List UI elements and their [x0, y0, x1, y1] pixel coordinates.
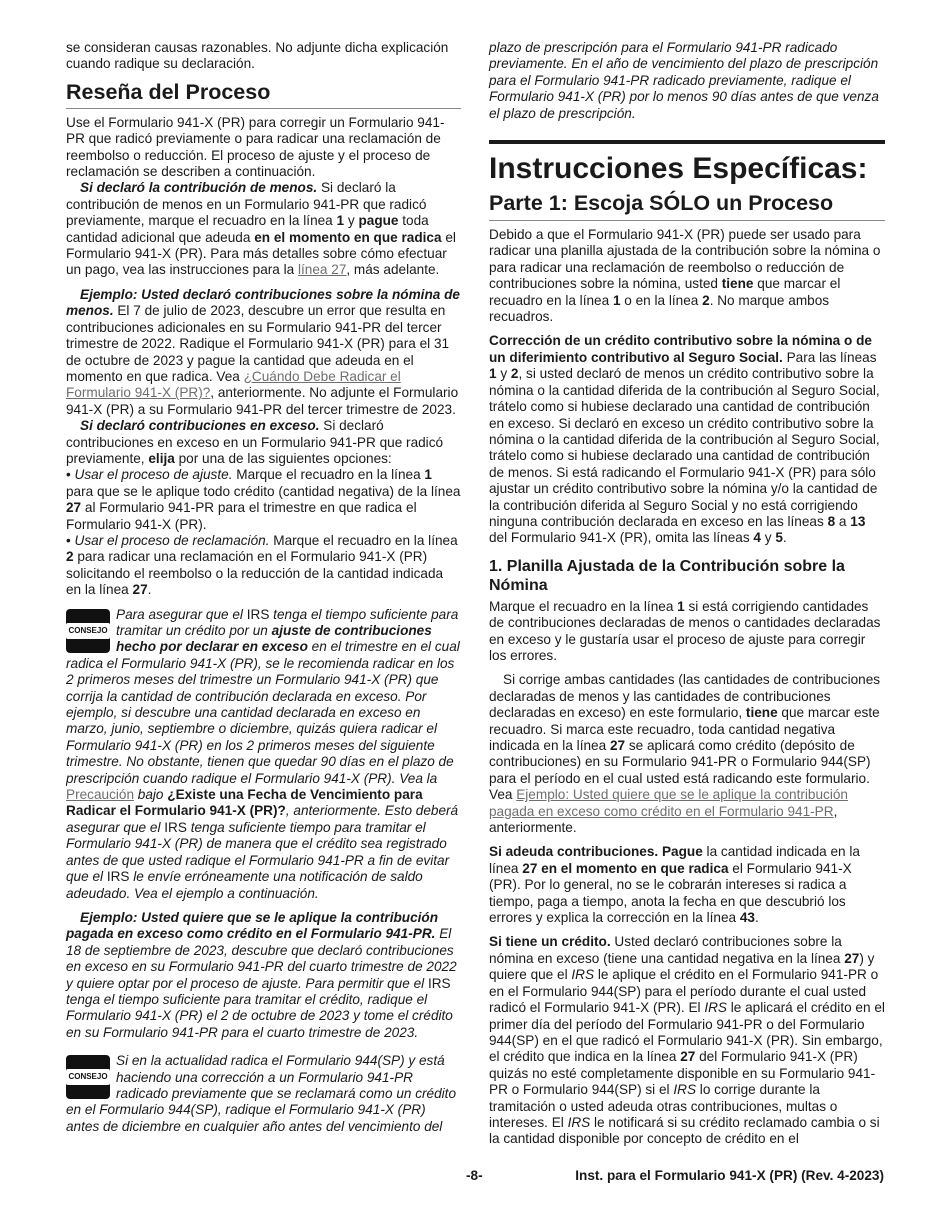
link-cuando-debe-radicar[interactable]: ¿Cuándo Debe Radicar el Formulario 941-X (PR)?	[66, 368, 401, 401]
heading-instrucciones: Instrucciones Específicas:	[489, 140, 885, 186]
link-ejemplo-credito[interactable]: Ejemplo: Usted quiere que se le aplique la contribución pagada en exceso como crédito en el Formulario 941-PR	[489, 787, 848, 819]
right-column	[489, 40, 885, 1148]
page-number: -8-	[466, 1168, 483, 1183]
heading-parte-1: Parte 1: Escoja SÓLO un Proceso	[489, 190, 885, 221]
example-1-paragraph: Ejemplo: Usted declaró contribuciones sobre la nómina de menos. El 7 de julio de 2023, descubre un error que resulta en contribuciones adicionales en su Formulario 941-PR del tercer trimestre de 2022. Radique el Formulario 941-X (PR) para el 31 de octubre de 2023 y pague la cantidad que adeuda en el momento en que radica. Vea ¿Cuándo Debe Radicar el Formulario 941-X (PR)?, anteriormente. No adjunte el Formulario 941-X (PR) a su Formulario 941-PR del tercer trimestre de 2023.	[66, 286, 460, 417]
resena-paragraph: Use el Formulario 941-X (PR) para corregir un Formulario 941-PR que radicó previamente o para radicar una reclamación de reembolso o reducción. El proceso de ajuste y el proceso de reclamación se describen a continuación.	[66, 114, 445, 180]
left-column	[66, 40, 461, 1135]
tip-2-text: Si en la actualidad radica el Formulario 944(SP) y está haciendo una corrección a un Formulario 941-PR radicado previamente que se reclamará como un crédito en el Formulario 944(SP), radique el Formulario 941-X (PR) antes de diciembre en cualquier año antes del vencimiento del	[66, 1053, 457, 1134]
example-2-paragraph: Ejemplo: Usted quiere que se le aplique la contribución pagada en exceso como crédito en el Formulario 941-PR. El 18 de septiembre de 2023, descubre que declaró contribuciones en exceso en su Formulario 941-PR del cuarto trimestre de 2022 y quiere optar por el proceso de ajuste. Para permitir que el IRS tenga el tiempo suficiente para tramitar el crédito, radique el Formulario 941-X (PR) el 2 de octubre de 2023 y tome el crédito en su Formulario 941-PR para el cuarto trimestre de 2023.	[66, 909, 457, 1040]
adeuda-paragraph: Si adeuda contribuciones. Pague la cantidad indicada en la línea 27 en el momento en que radica el Formulario 941-X (PR). Por lo general, no se le cobrarán intereses si radica a tiempo, paga a tiempo, anota la fecha en que descubrió los errores y explica la corrección en la línea 43.	[489, 844, 860, 926]
footer-title: Inst. para el Formulario 941-X (PR) (Rev. 4-2023)	[575, 1168, 884, 1183]
consejo-icon: CONSEJO	[66, 1055, 110, 1099]
tip-1-text: Para asegurar que el IRS tenga el tiempo suficiente para tramitar un crédito por un ajuste de contribuciones hecho por declarar en exceso en el trimestre en el cual radica el Formulario 941-X (PR), se le recomienda radicar en los 2 primeros meses del trimestre un Formulario 941-X (PR) que corrija la cantidad de contribución declarada en exceso. Por ejemplo, si descubre una cantidad declarada en exceso en marzo, junio, septiembre o diciembre, quizás quiera radicar el Formulario 941-X (PR) en los 2 primeros meses del siguiente trimestre. No obstante, tienen que quedar 90 días en el plazo de prescripción cuando radique el Formulario 941-X (PR). Vea la Precaución bajo ¿Existe una Fecha de Vencimiento para Radicar el Formulario 941-X (PR)?, anteriormente. Esto deberá asegurar que el IRS tenga suficiente tiempo para tramitar el Formulario 941-X (PR) de manera que el crédito sea registrado antes de que usted radique el Formulario 941-PR a fin de evitar que el IRS le envíe erróneamente una notificación de saldo adeudado. Vea el ejemplo a continuación.	[66, 606, 460, 901]
continuation-text: plazo de prescripción para el Formulario 941-PR radicado previamente. En el año de vencimiento del plazo de prescripción para el Formulario 941-PR radicado previamente, radique el Formulario 941-X (PR) por lo menos 90 días antes de que venza el plazo de prescripción.	[489, 40, 879, 121]
bullet-ajuste: • Usar el proceso de ajuste. Marque el recuadro en la línea 1 para que se le aplique todo crédito (cantidad negativa) de la línea 27 al Formulario 941-PR para el trimestre en que radica el Formulario 941-X (PR).	[66, 467, 461, 532]
section-heading-resena: Reseña del Proceso	[66, 79, 461, 109]
tip-box-1	[66, 607, 461, 902]
heading-planilla-ajustada: 1. Planilla Ajustada de la Contribución sobre la Nómina	[489, 557, 845, 594]
link-linea-27[interactable]: línea 27	[298, 262, 347, 278]
planilla-paragraph: Marque el recuadro en la línea 1 si está corrigiendo cantidades de contribuciones declaradas de menos o cantidades declaradas en exceso y le gustaría usar el proceso de ajuste para corregir los errores.	[489, 598, 881, 663]
exceso-paragraph: Si declaró contribuciones en exceso. Si declaró contribuciones en exceso en un Formulario 941-PR que radicó previamente, elija por una de las siguientes opciones:	[66, 418, 444, 466]
credito-paragraph: Si tiene un crédito. Usted declaró contribuciones sobre la nómina en exceso (tiene una cantidad negativa en la línea 27) y quiere que el IRS le aplique el crédito en el Formulario 941-PR o en el Formulario 944(SP) para el período durante el cual usted radicó el Formulario 941-X (PR). El IRS le aplicará el crédito en el primer día del período del Formulario 941-PR o del Formulario 944(SP) en el que radicó el Formulario 941-X (PR). Sin embargo, el crédito que indica en la línea 27 del Formulario 941-X (PR) quizás no esté completamente disponible en su Formulario 941-PR o Formulario 944(SP) si el IRS lo corrige durante la tramitación o usted adeuda otras contribuciones, multas o intereses. El IRS le notificará si su crédito reclamado cambia o si la cantidad disponible por concepto de crédito en el	[489, 934, 885, 1147]
link-precaucion[interactable]: Precaución	[66, 787, 135, 803]
correccion-paragraph: Corrección de un crédito contributivo sobre la nómina o de un diferimiento contributivo al Seguro Social. Para las líneas 1 y 2, si usted declaró de menos un crédito contributivo sobre la nómina o la cantidad diferida de la contribución al Seguro Social, trátelo como si hubiese declarado una cantidad de contribución en exceso. Si declaró en exceso un crédito contributivo sobre la nómina o la cantidad diferida de la contribución al Seguro Social, trátelo como si hubiese declarado una cantidad de contribución de menos. Si está radicando el Formulario 941-X (PR) para sólo ajustar un crédito contributivo sobre la nómina y/o la cantidad de la contribución diferida al Seguro Social y no está corrigiendo ninguna contribución declarada en exceso en las líneas 8 a 13 del Formulario 941-X (PR), omita las líneas 4 y 5.	[489, 333, 880, 546]
tip-box-2	[66, 1053, 461, 1135]
bullet-reclamacion: • Usar el proceso de reclamación. Marque el recuadro en la línea 2 para radicar una reclamación en el Formulario 941-X (PR) solicitando el reembolso o la reducción de la cantidad indicada en la línea 27.	[66, 532, 458, 598]
consejo-icon: CONSEJO	[66, 609, 110, 653]
menos-paragraph: Si declaró la contribución de menos. Si declaró la contribución de menos en un Formulario 941-PR que radicó previamente, marque el recuadro en la línea 1 y pague toda cantidad adicional que adeuda en el momento en que radica el Formulario 941-X (PR). Para más detalles sobre cómo efectuar un pago, vea las instrucciones para la línea 27, más adelante.	[66, 180, 456, 278]
intro-text: se consideran causas razonables. No adjunte dicha explicación cuando radique su declaración.	[66, 40, 449, 72]
ambas-cantidades-paragraph: Si corrige ambas cantidades (las cantidades de contribuciones declaradas de menos y las cantidades de contribuciones declaradas en exceso) en este formulario, tiene que marcar este recuadro. Si marca este recuadro, toda cantidad negativa indicada en la línea 27 se aplicará como crédito (depósito de contribuciones) en su Formulario 941-PR o Formulario 944(SP) para el período en el cual usted está radicando este formulario. Vea Ejemplo: Usted quiere que se le aplique la contribución pagada en exceso como crédito en el Formulario 941-PR, anteriormente.	[489, 672, 881, 836]
parte-1-paragraph: Debido a que el Formulario 941-X (PR) puede ser usado para radicar una planilla ajustada de la contribución sobre la nómina o para radicar una reclamación de reembolso o reducción de contribuciones sobre la nómina, usted tiene que marcar el recuadro en la línea 1 o en la línea 2. No marque ambos recuadros.	[489, 227, 881, 325]
page-footer	[0, 1168, 950, 1188]
